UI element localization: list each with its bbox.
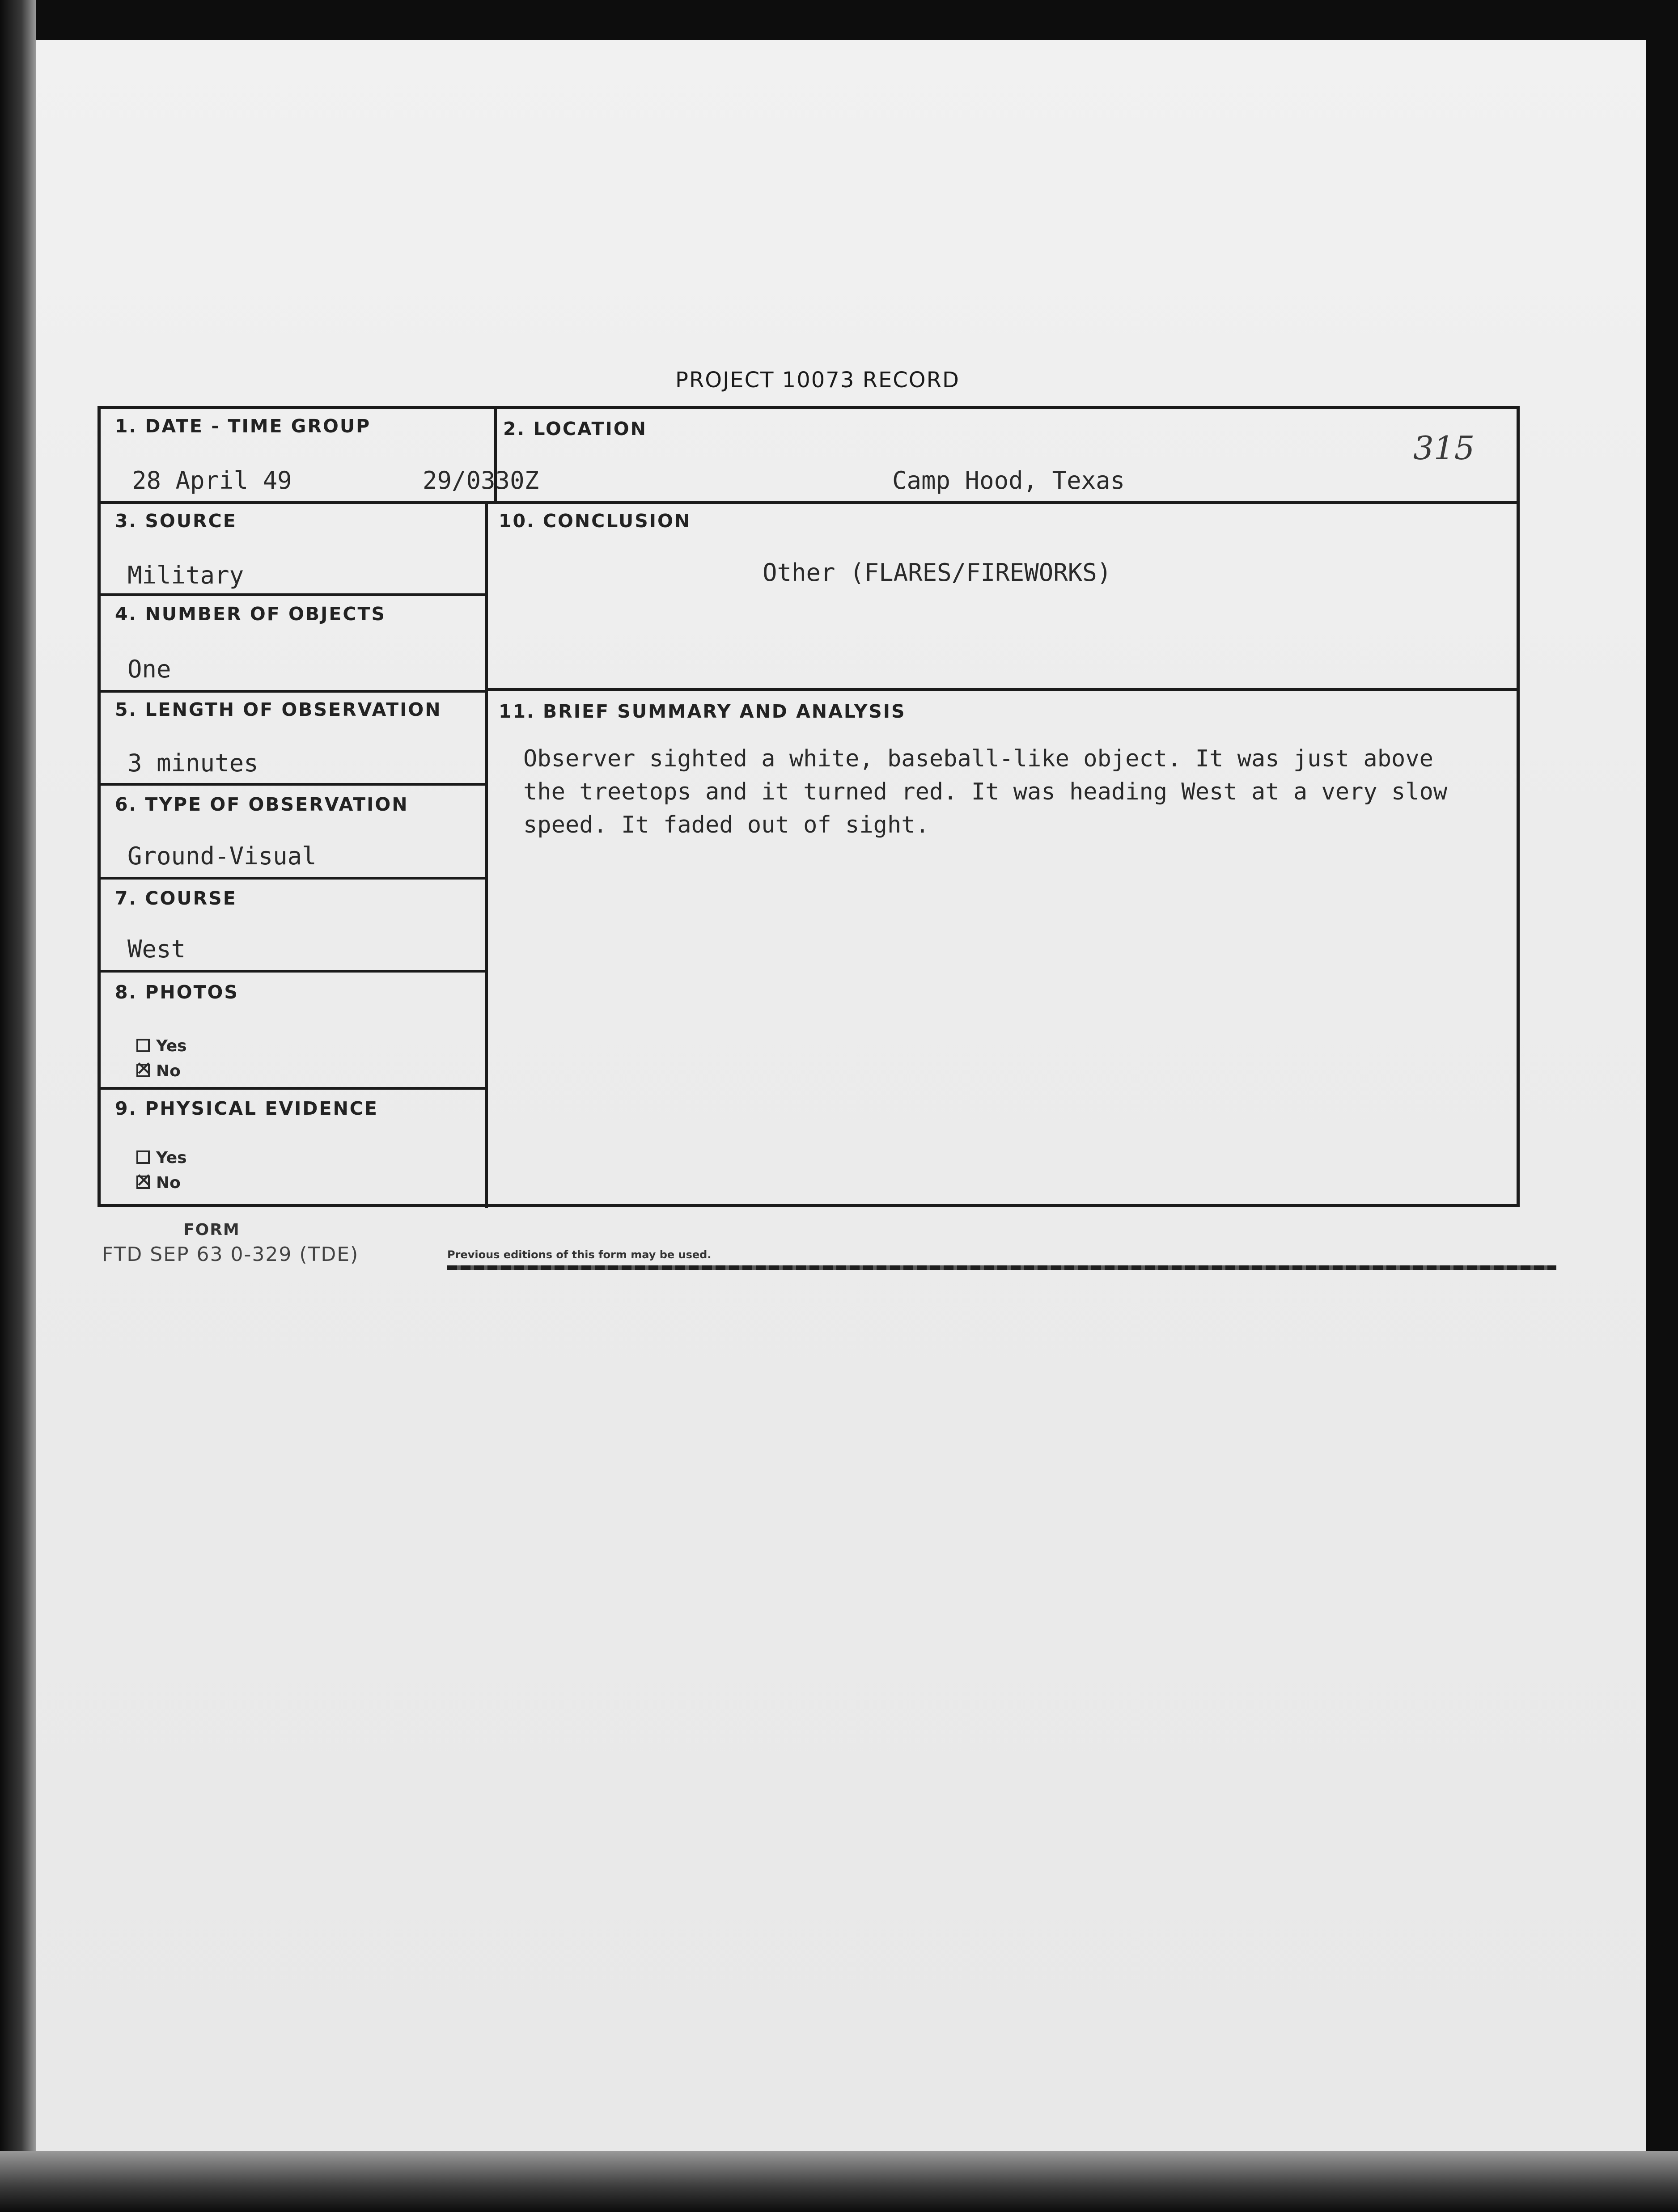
location-label: 2. LOCATION — [503, 418, 647, 440]
summary-label: 11. BRIEF SUMMARY AND ANALYSIS — [499, 701, 906, 722]
num-objects-value: One — [127, 655, 171, 683]
form-title: PROJECT 10073 RECORD — [675, 368, 960, 393]
type-obs-label: 6. TYPE OF OBSERVATION — [115, 794, 409, 815]
time-value: 29/0330Z — [423, 466, 539, 495]
course-label: 7. COURSE — [115, 888, 237, 909]
scan-bottom-border — [0, 2151, 1678, 2212]
photos-no-option[interactable] — [136, 1062, 181, 1080]
divider-row-1 — [101, 501, 1517, 504]
footer-rule — [447, 1265, 1556, 1270]
divider-row-6 — [101, 877, 488, 880]
physical-yes-checkbox[interactable] — [136, 1150, 150, 1164]
handwritten-record-number: 315 — [1413, 429, 1475, 467]
physical-evidence-label: 9. PHYSICAL EVIDENCE — [115, 1098, 378, 1119]
divider-row-7 — [101, 970, 488, 973]
length-obs-label: 5. LENGTH OF OBSERVATION — [115, 699, 442, 720]
length-obs-value: 3 minutes — [127, 749, 258, 777]
location-value: Camp Hood, Texas — [892, 466, 1125, 495]
divider-row-3 — [101, 593, 488, 596]
photos-yes-checkbox[interactable] — [136, 1039, 150, 1052]
source-value: Military — [127, 561, 244, 589]
form-footer-note: Previous editions of this form may be used. — [447, 1248, 712, 1261]
divider-conclusion — [488, 688, 1517, 691]
photos-yes-text: Yes — [156, 1037, 187, 1055]
course-value: West — [127, 935, 186, 963]
divider-vertical-main — [485, 504, 488, 1208]
summary-text: Observer sighted a white, baseball-like object. It was just above the treetops and it turned red. It was heading West at a very slow speed. It faded out of sight. — [523, 745, 1448, 838]
physical-no-checkbox[interactable] — [136, 1176, 150, 1189]
divider-row-8 — [101, 1087, 488, 1090]
photos-label: 8. PHOTOS — [115, 981, 239, 1003]
divider-row-4 — [101, 690, 488, 693]
photos-yes-option[interactable] — [136, 1037, 187, 1055]
form-footer-id: FTD SEP 63 0-329 (TDE) — [102, 1243, 359, 1266]
date-value: 28 April 49 — [132, 466, 292, 495]
source-label: 3. SOURCE — [115, 510, 237, 532]
physical-yes-option[interactable] — [136, 1149, 187, 1167]
physical-no-option[interactable] — [136, 1174, 181, 1192]
type-obs-value: Ground-Visual — [127, 842, 317, 870]
photos-no-checkbox[interactable] — [136, 1064, 150, 1077]
scan-left-shadow — [0, 0, 36, 2212]
physical-yes-text: Yes — [156, 1149, 187, 1167]
form-footer-label: FORM — [183, 1221, 240, 1239]
conclusion-value: Other (FLARES/FIREWORKS) — [763, 558, 1112, 587]
photos-no-text: No — [156, 1062, 181, 1080]
num-objects-label: 4. NUMBER OF OBJECTS — [115, 603, 386, 625]
divider-row-5 — [101, 783, 488, 786]
conclusion-label: 10. CONCLUSION — [499, 510, 691, 532]
date-time-label: 1. DATE - TIME GROUP — [115, 415, 371, 437]
physical-no-text: No — [156, 1174, 181, 1192]
